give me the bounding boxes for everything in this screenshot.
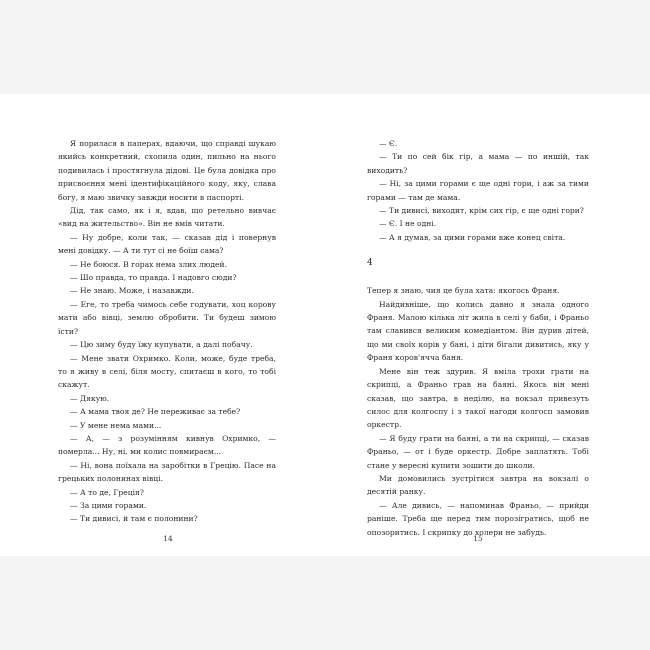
page-number-left: 14 [163, 534, 173, 543]
paragraph: — Є. [379, 139, 398, 148]
paragraph: — Є. І не одні. [379, 219, 437, 229]
paragraph: — За цими горами. [70, 500, 147, 510]
book-spread [0, 94, 650, 556]
paragraph: — Я буду грати на баяні, а ти на скрипці, — сказав Франьо, — от і буде оркестр. Добре заплатять. Тобі стане у вересні купити зошити до школи. [367, 433, 589, 470]
paragraph: — Ти по сей бік гір, а мама — по иншій, так виходить? [367, 152, 589, 175]
paragraph: — Дякую. [70, 393, 110, 403]
paragraph: — Не боюся. В горах нема злих людей. [70, 259, 227, 269]
paragraph: — Ти дивисі, й там є полонини? [70, 514, 198, 524]
paragraph: Я порилася в паперах, вдаючи, що справді шукаю якийсь конкретний, схопила один, пильно на нього подивилась і простягнула дідові. Це була довідка про присвоєння мені ідентифікаційного коду, яку, слава богу, я маю звичку завжди носити в паспорті. [58, 139, 276, 202]
paragraph: — Ні, вона поїхала на заробітки в Грецію. Пасе на грецьких полонинах вівці. [58, 460, 276, 484]
paragraph: Мене він теж здурив. Я вміла трохи грати на скрипці, а Франьо грав на баяні. Якось він мені сказав, що завтра, в неділю, на вокзал привезуть силос для колгоспу і з такої нагоди колгосп замовив оркестр. [367, 366, 589, 430]
paragraph: — А то де, Греція? [70, 487, 144, 497]
paragraph: Дід, так само, як і я, вдав, що ретельно вивчає «вид на жительство». Він не вмів читати. [58, 206, 276, 229]
right-page [325, 94, 650, 556]
paragraph: — Еге, то треба чимось себе годувати, хоц корову мати або вівці, землю обробити. Ти будеш зимою їсти? [58, 299, 276, 336]
paragraph: — Не знаю. Може, і назавжди. [70, 286, 194, 296]
page-number-right: 15 [473, 534, 483, 543]
left-page [0, 94, 325, 556]
paragraph: Тепер я знаю, чия це була хата: якогось Франя. [367, 286, 560, 296]
paragraph: — У мене нема мами... [70, 420, 162, 430]
chapter-number: 4 [367, 258, 373, 269]
paragraph: Ми домовились зустрітися завтра на вокзалі о десятій ранку. [367, 473, 589, 497]
paragraph: Найдивніше, що колись давно я знала одного Франя. Малою кілька літ жила в селі у баби, і Франьо там славився великим комедіантом. Він дурив дітей, що ми своїх корів у бані, і діти бігали дивитись, яку у Франя коров'ячча баня. [367, 299, 589, 363]
paragraph: — Ну добре, коли так, — сказав дід і повернув мені довідку. — А ти тут сі не боїш сама? [58, 232, 276, 256]
paragraph: — Ні, за цими горами є ще одні гори, і аж за тими горами — там де мама. [367, 179, 589, 202]
paragraph: — Цю зиму буду їжу купувати, а далі побачу. [70, 340, 253, 350]
right-page-text [367, 137, 589, 539]
paragraph: — А мама твоя де? Не переживає за тебе? [70, 407, 241, 417]
paragraph: — А я думав, за цими горами вже конец світа. [379, 232, 566, 242]
paragraph: — Ти дивисі, виходит, крім сих гір, є ще одні гори? [379, 206, 584, 216]
paragraph: — Але дивись, — напоминав Франьо, — прийди раніше. Треба ще перед тим порозігратись, щоб не опозоритись. І скрипку до холери не забудь. [367, 500, 589, 537]
paragraph: — Шо правда, то правда. І надовго сюди? [70, 273, 237, 283]
paragraph: — А, — з розумінням кивнув Охримко, — померла... Ну, ні, ми колис повмираєм... [58, 433, 276, 457]
left-page-text [58, 137, 276, 526]
paragraph: — Мене звати Охримко. Коли, може, буде треба, то я живу в селі, біля мосту, спитаєш в кого, то тобі скажут. [58, 353, 276, 390]
